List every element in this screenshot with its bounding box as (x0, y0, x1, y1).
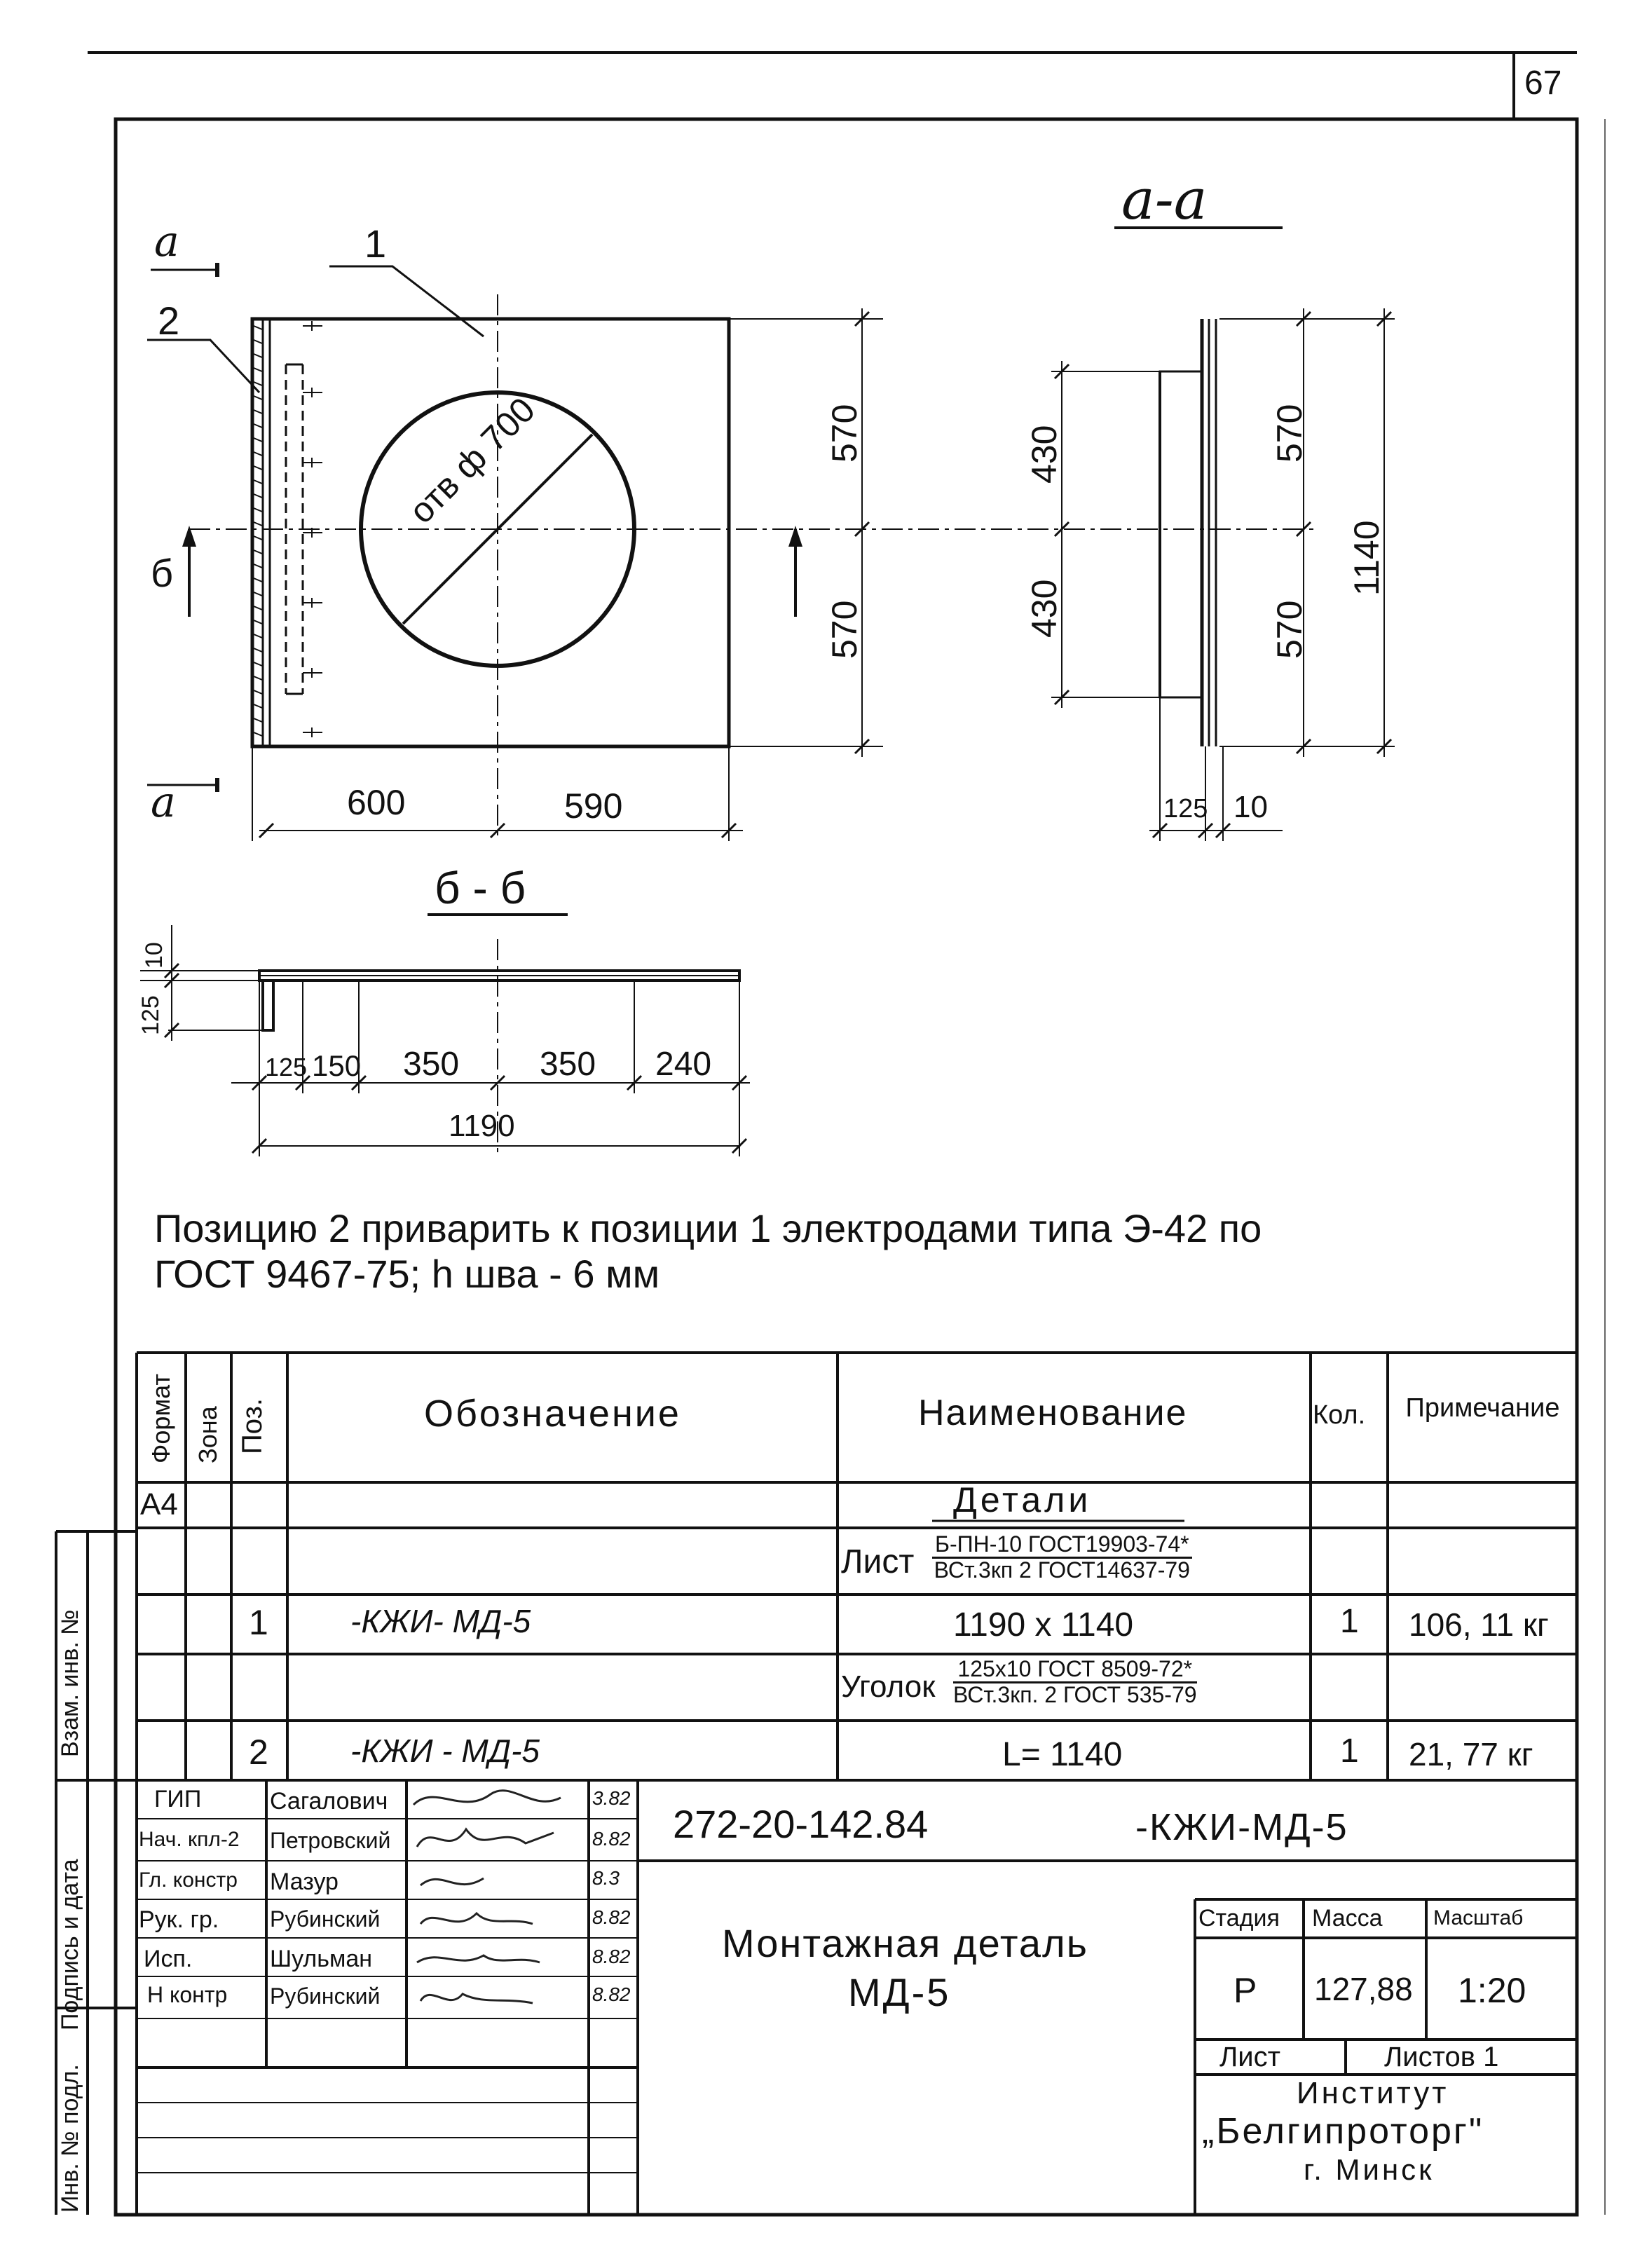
dim-right-590: 590 (564, 786, 623, 826)
material1-top: Б-ПН-10 ГОСТ19903-74* (932, 1533, 1192, 1559)
material1-spec (932, 1533, 1192, 1582)
hole-diameter-label: отв ф 700 (401, 390, 543, 531)
dim-bb-d2-150: 150 (312, 1049, 362, 1082)
row1-note: 106, 11 кг (1409, 1606, 1549, 1643)
callout-position-2: 2 (158, 299, 180, 343)
name-row-2: Петровский (270, 1828, 391, 1853)
name-row-5: Шульман (270, 1946, 373, 1972)
section-aa-label: а-а (1121, 167, 1208, 232)
header-note: Примечание (1405, 1393, 1560, 1423)
sheet-number: 67 (1524, 64, 1562, 102)
scale-label: Масштаб (1433, 1906, 1524, 1929)
dim-bb-v1-125: 125 (137, 995, 164, 1035)
dim-left-600: 600 (347, 783, 406, 822)
row2-qty: 1 (1340, 1733, 1359, 1770)
stage-value: Р (1233, 1971, 1257, 2010)
stage-label: Стадия (1198, 1905, 1280, 1932)
organization-line3: г. Минск (1304, 2153, 1435, 2186)
dim-aa-r-lower-570: 570 (1270, 600, 1309, 659)
row1-pos: 1 (249, 1603, 268, 1642)
dim-bottom-570: 570 (825, 600, 864, 659)
dim-aa-total-1140: 1140 (1347, 520, 1386, 596)
date-row-1: 3.82 (592, 1787, 631, 1809)
role-chief-designer: Гл. констр (139, 1869, 238, 1892)
format-value: А4 (140, 1487, 178, 1522)
organization-line2: „Белгипроторг" (1202, 2111, 1484, 2152)
name-row-6: Рубинский (270, 1983, 381, 2009)
dim-bb-d4-350: 350 (540, 1046, 596, 1083)
name-row-4: Рубинский (270, 1906, 381, 1932)
row1-qty: 1 (1340, 1603, 1359, 1640)
callout-position-1: 1 (364, 221, 387, 266)
row2-pos: 2 (249, 1733, 268, 1772)
date-row-4: 8.82 (592, 1906, 631, 1928)
material2-label: Уголок (841, 1669, 936, 1704)
mass-value: 127,88 (1314, 1971, 1413, 2007)
header-zone: Зона (193, 1406, 222, 1463)
role-norm-control: Н контр (147, 1982, 228, 2007)
dim-bb-d1-125: 125 (265, 1053, 308, 1081)
dim-aa-lower-430: 430 (1025, 579, 1064, 638)
side-label-original-inv: Инв. № подл. (57, 2064, 83, 2213)
drawing-title-line1: Монтажная деталь (722, 1921, 1088, 1965)
organization-line1: Институт (1297, 2076, 1449, 2110)
material2-spec (953, 1658, 1197, 1707)
dim-aa-w1-125: 125 (1163, 794, 1208, 824)
row2-designation: -КЖИ - МД-5 (350, 1733, 540, 1769)
dim-aa-w2-10: 10 (1233, 790, 1268, 824)
document-mark: -КЖИ-МД-5 (1135, 1806, 1348, 1848)
drawing-title-line2: МД-5 (848, 1970, 951, 2014)
role-gip: ГИП (154, 1786, 202, 1812)
row2-name: L= 1140 (1002, 1736, 1123, 1773)
section-title-details: Детали (953, 1480, 1092, 1519)
name-row-1: Сагалович (270, 1788, 388, 1815)
row2-note: 21, 77 кг (1409, 1736, 1533, 1772)
dim-bb-total-1190: 1190 (449, 1109, 515, 1143)
role-executor: Исп. (144, 1946, 193, 1972)
side-label-replaced-inv: Взам. инв. № (57, 1609, 83, 1757)
material2-top: 125х10 ГОСТ 8509-72* (953, 1658, 1197, 1683)
row1-designation: -КЖИ- МД-5 (350, 1603, 531, 1639)
dim-bb-v2-10: 10 (141, 942, 168, 969)
sheets-total-label: Листов 1 (1384, 2042, 1499, 2072)
header-name: Наименование (918, 1393, 1188, 1433)
document-code: 272-20-142.84 (673, 1802, 929, 1846)
header-format: Формат (146, 1374, 175, 1463)
cut-a-top-label: а (154, 217, 179, 266)
material1-bottom: ВСт.3кп 2 ГОСТ14637-79 (934, 1557, 1190, 1583)
material2-bottom: ВСт.3кп. 2 ГОСТ 535-79 (953, 1681, 1197, 1707)
header-designation: Обозначение (424, 1393, 681, 1435)
name-row-3: Мазур (270, 1869, 339, 1895)
sheet-label: Лист (1219, 2042, 1280, 2072)
row1-name: 1190 х 1140 (953, 1606, 1134, 1644)
material1-label: Лист (841, 1543, 915, 1580)
dim-aa-r-upper-570: 570 (1270, 404, 1309, 463)
dim-bb-d5-240: 240 (655, 1046, 712, 1083)
scale-value: 1:20 (1458, 1971, 1526, 2010)
date-row-6: 8.82 (592, 1983, 631, 2005)
role-group-lead: Рук. гр. (139, 1906, 219, 1933)
header-qty: Кол. (1313, 1400, 1366, 1430)
cut-a-bottom-label: а (151, 778, 176, 827)
mass-label: Масса (1312, 1905, 1383, 1932)
role-head-dept: Нач. кпл-2 (139, 1828, 240, 1851)
welding-note-line2: ГОСТ 9467-75; h шва - 6 мм (154, 1252, 660, 1296)
section-bb-label: б - б (435, 863, 526, 913)
dim-top-570: 570 (825, 404, 864, 463)
side-label-signature-date: Подпись и дата (57, 1859, 83, 2030)
welding-note-line1: Позицию 2 приварить к позиции 1 электродами типа Э-42 по (154, 1206, 1262, 1250)
header-pos: Поз. (237, 1398, 268, 1454)
date-row-2: 8.82 (592, 1828, 631, 1850)
date-row-5: 8.82 (592, 1946, 631, 1967)
cut-b-left-label: б (151, 551, 174, 595)
dim-aa-upper-430: 430 (1025, 425, 1064, 484)
dim-bb-d3-350: 350 (403, 1046, 460, 1083)
date-row-3: 8.3 (592, 1867, 620, 1889)
